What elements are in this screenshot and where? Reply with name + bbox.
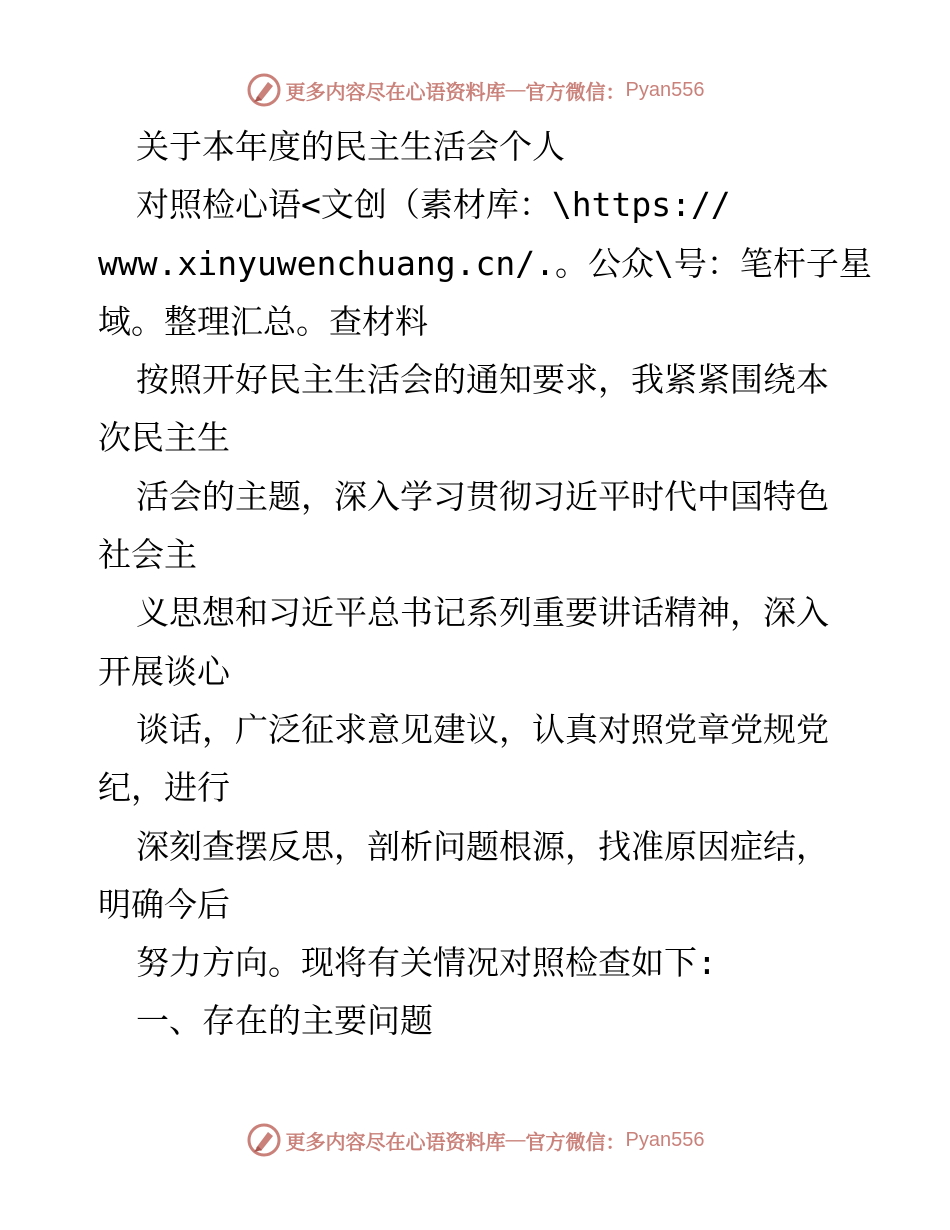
header-banner xyxy=(0,72,950,108)
banner-official-label: 官方微信： xyxy=(525,1129,626,1154)
banner-title: 更多内容尽在心语资料库 xyxy=(285,1129,506,1154)
doc-line: 活会的主题，深入学习贯彻习近平时代中国特色 xyxy=(136,476,829,516)
doc-line: 深刻查摆反思，剖析问题根源，找准原因症结， xyxy=(136,826,829,866)
doc-line: 义思想和习近平总书记系列重要讲话精神，深入 xyxy=(136,593,829,633)
banner-title: 更多内容尽在心语资料库 xyxy=(285,79,506,104)
banner-official-label: 官方微信： xyxy=(525,79,626,104)
doc-line: 关于本年度的民主生活会个人 xyxy=(136,127,565,166)
banner-wechat-id: Pyan556 xyxy=(625,1128,705,1151)
banner-wechat-id: Pyan556 xyxy=(625,78,705,101)
doc-line: 谈话，广泛征求意见建议，认真对照党章党规党 xyxy=(136,709,829,749)
footer-banner xyxy=(0,1122,950,1158)
doc-line: 纪，进行 xyxy=(98,768,230,808)
doc-line: 一、存在的主要问题 xyxy=(136,1001,433,1041)
doc-line: 开展谈心 xyxy=(98,651,230,691)
document-body xyxy=(98,118,878,1051)
banner-dash: — xyxy=(505,1128,526,1151)
doc-line: 按照开好民主生活会的通知要求，我紧紧围绕本 xyxy=(136,360,829,400)
doc-line: 次民主生 xyxy=(98,418,230,458)
doc-line: 努力方向。现将有关情况对照检查如下: xyxy=(136,943,717,983)
doc-line: www.xinyuwenchuang.cn/.。公众\号：笔杆子星 xyxy=(98,243,872,283)
banner-dash: — xyxy=(505,78,526,101)
doc-line: 社会主 xyxy=(98,535,197,575)
pen-nib-circle-icon xyxy=(246,1122,282,1158)
pen-nib-circle-icon xyxy=(246,72,282,108)
doc-line: 对照检心语<文创（素材库：\https:// xyxy=(136,185,731,225)
doc-line: 明确今后 xyxy=(98,884,230,924)
doc-line: 域。整理汇总。查材料 xyxy=(98,301,428,341)
